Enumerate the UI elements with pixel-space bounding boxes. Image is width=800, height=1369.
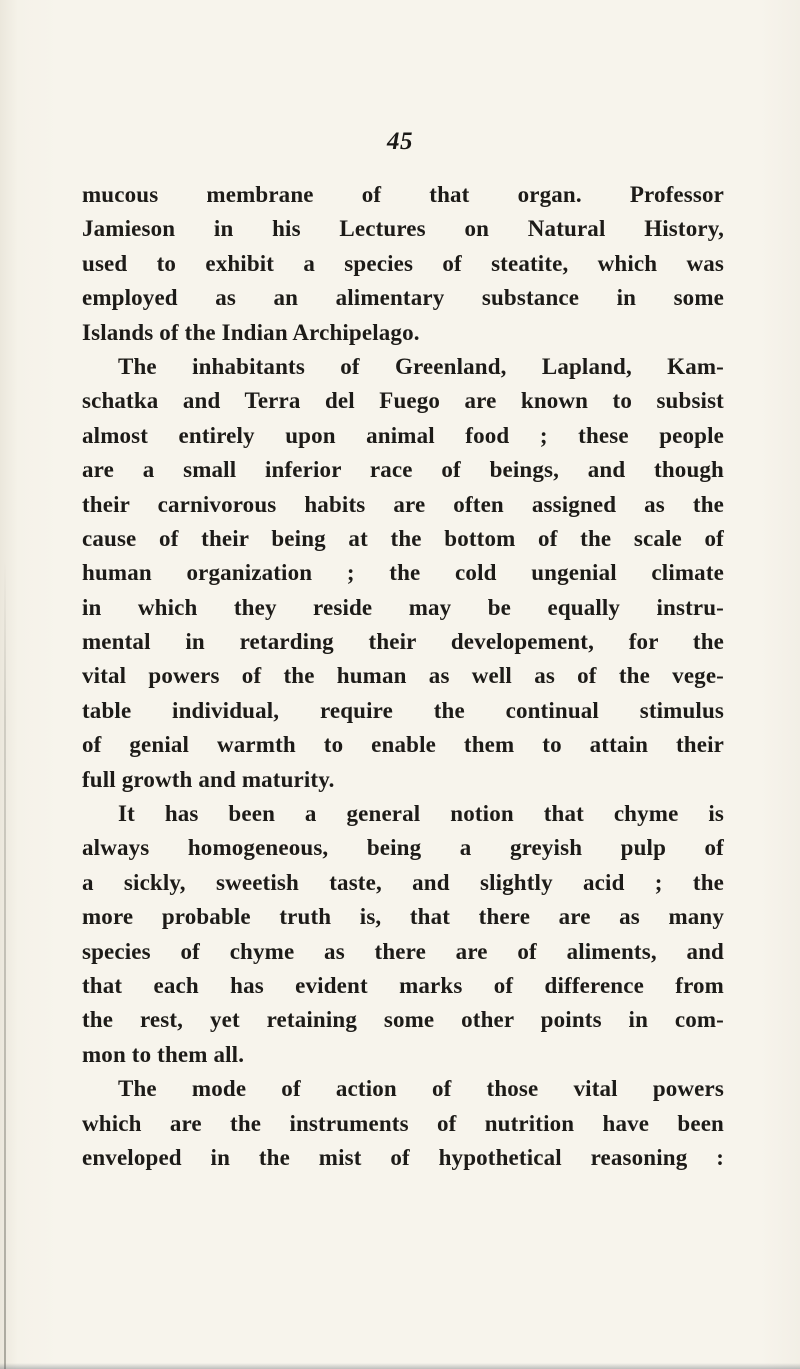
paragraph-start-line: The mode of action of those vital powers [118,1076,724,1102]
text-line: table individual, require the continual stimulus [82,697,724,723]
text-line: species of chyme as there are of aliments, and [82,938,724,964]
page-number: 45 [387,128,413,155]
text-line: in which they reside may be equally instru- [82,594,724,620]
text-line: schatka and Terra del Fuego are known to subsist [82,388,724,414]
text-line: Islands of the Indian Archipelago. [82,319,420,345]
text-line: of genial warmth to enable them to attain their [82,732,724,758]
text-line: that each has evident marks of difference from [82,972,724,998]
text-line: enveloped in the mist of hypothetical reasoning : [82,1144,724,1170]
text-line: employed as an alimentary substance in some [82,285,724,311]
text-line: mucous membrane of that organ. Professor [82,182,724,207]
page-edge-shadow [4,560,6,1369]
text-line: mon to them all. [82,1041,245,1067]
text-line: which are the instruments of nutrition have been [82,1110,724,1136]
text-line: the rest, yet retaining some other points in com- [82,1007,724,1033]
paragraph-start-line: The inhabitants of Greenland, Lapland, Kam- [118,353,724,379]
text-line: Jamieson in his Lectures on Natural History, [82,216,724,242]
text-line: used to exhibit a species of steatite, which was [82,250,724,276]
paragraph-start-line: It has been a general notion that chyme is [118,801,724,827]
text-line: cause of their being at the bottom of the scale of [82,525,724,551]
text-line: their carnivorous habits are often assigned as the [82,491,724,517]
text-line: full growth and maturity. [82,766,335,792]
text-line: more probable truth is, that there are as many [82,904,724,930]
text-line: almost entirely upon animal food ; these people [82,422,724,448]
text-line: are a small inferior race of beings, and though [82,457,724,483]
body-text [82,178,724,1175]
text-line: vital powers of the human as well as of the vege- [82,663,724,689]
text-line: always homogeneous, being a greyish pulp of [82,835,724,861]
page-bottom-shadow [0,1363,800,1369]
text-line: human organization ; the cold ungenial climate [82,560,724,586]
text-line: mental in retarding their developement, for the [82,629,724,655]
text-line: a sickly, sweetish taste, and slightly acid ; the [82,869,724,895]
